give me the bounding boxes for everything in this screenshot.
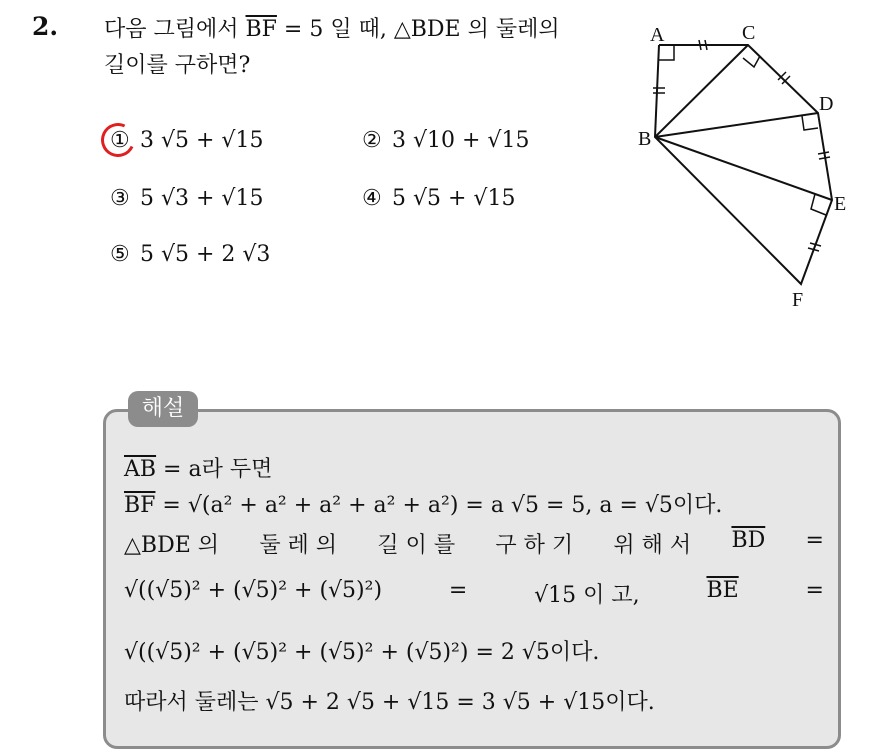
solution-tag: 해설 — [128, 391, 198, 427]
solution-word: △BDE 의 — [124, 533, 220, 558]
label-f: F — [792, 289, 804, 311]
solution-word: 위 해 서 — [613, 533, 692, 558]
segment-bd-label: $\overline{BD}$ — [731, 528, 766, 553]
solution-line-2 — [124, 488, 824, 519]
solution-line-6: 따라서 둘레는 √5 + 2 √5 + √15 = 3 √5 + √15이다. — [124, 690, 655, 715]
choice-number: ③ — [110, 186, 130, 211]
right-angle-c — [743, 56, 760, 67]
segment-bd — [655, 113, 818, 137]
question-number: 2. — [32, 12, 59, 41]
solution-text: = √(a² + a² + a² + a² + a²) = a √5 = 5, a = √5이다. — [155, 493, 723, 518]
solution-text: = a라 두면 — [156, 457, 273, 482]
solution-line-1 — [124, 452, 824, 483]
choice-number: ② — [362, 128, 382, 153]
choice-5[interactable] — [110, 242, 270, 267]
choice-text: 3 √10 + √15 — [392, 128, 530, 153]
equals-sign: = — [805, 578, 824, 603]
choice-text: 5 √3 + √15 — [140, 186, 264, 211]
question-text — [104, 12, 560, 84]
segment-be — [655, 137, 832, 200]
solution-expression: √15 이 고, — [534, 583, 640, 608]
choice-number: ④ — [362, 186, 382, 211]
choice-text: 5 √5 + √15 — [392, 186, 516, 211]
choice-3[interactable] — [110, 186, 263, 211]
label-b: B — [638, 128, 652, 150]
segment-bf-label: $\overline{BF}$ — [124, 493, 156, 518]
choice-text: 5 √5 + 2 √3 — [140, 242, 271, 267]
segment-bc — [655, 45, 748, 137]
choice-4[interactable] — [362, 186, 515, 211]
segment-be-label: $\overline{BE}$ — [706, 578, 739, 603]
solution-line-4 — [124, 578, 824, 609]
solution-word: 둘 레 의 — [259, 533, 338, 558]
label-a: A — [650, 24, 665, 46]
choice-1[interactable] — [110, 128, 263, 153]
geometry-figure — [630, 18, 870, 318]
segment-ab-label: $\overline{AB}$ — [124, 457, 157, 482]
equals-sign: = — [448, 578, 468, 603]
choice-text: 3 √5 + √15 — [140, 128, 264, 153]
solution-line-3 — [124, 528, 824, 559]
label-e: E — [834, 193, 847, 215]
label-d: D — [819, 93, 834, 115]
right-angle-d — [802, 116, 818, 130]
question-line1: 다음 그림에서 $\overline{BF} = 5$ 일 때, △BDE 의 둘레의 — [104, 17, 560, 42]
solution-word: 길 이 를 — [377, 533, 456, 558]
right-angle-a — [659, 45, 674, 60]
choice-number: ⑤ — [110, 242, 130, 267]
equals-sign: = — [805, 528, 824, 553]
solution-word: 구 하 기 — [495, 533, 574, 558]
solution-expression: √((√5)² + (√5)² + (√5)²) — [124, 578, 383, 603]
solution-line-5: √((√5)² + (√5)² + (√5)² + (√5)²) = 2 √5이다. — [124, 640, 600, 665]
choice-2[interactable] — [362, 128, 529, 153]
figure-outline — [655, 45, 832, 284]
choice-number: ① — [110, 128, 130, 153]
label-c: C — [742, 22, 756, 44]
question-line2: 길이를 구하면? — [104, 53, 251, 78]
